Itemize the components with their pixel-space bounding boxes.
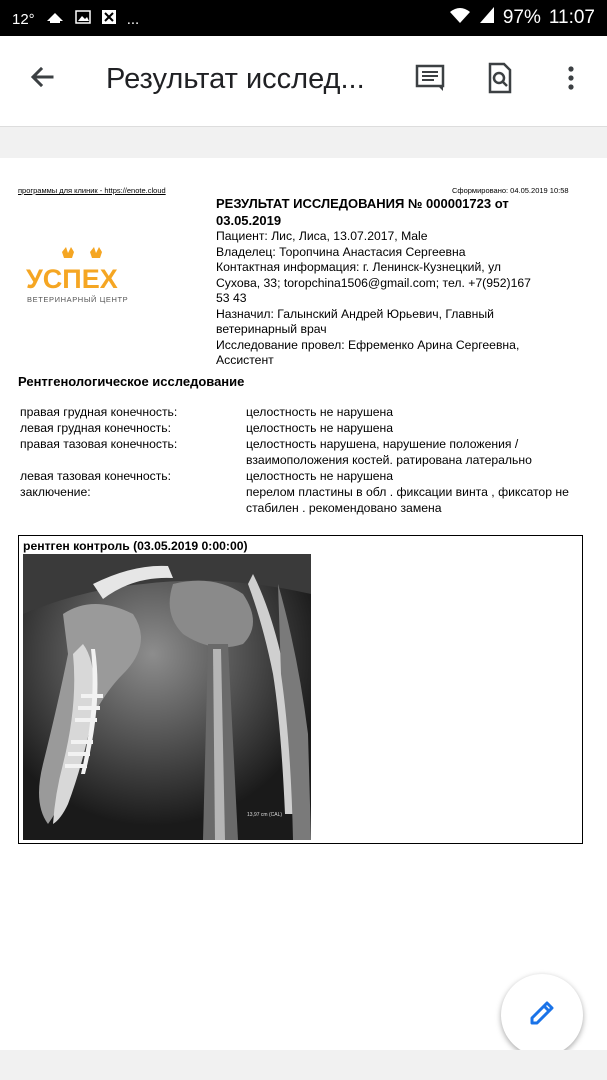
status-right [449, 6, 595, 30]
report-heading-2: 03.05.2019 [216, 212, 282, 228]
xray-image[interactable] [23, 554, 311, 840]
find-in-page-icon[interactable] [482, 60, 518, 96]
finding-row [20, 468, 576, 484]
finding-value: целостность нарушена, нарушение положения / взаимоположения костей. ратирована латерально [246, 437, 532, 467]
finding-value: целостность не нарушена [246, 469, 394, 483]
clinic-logo [24, 246, 144, 316]
finding-row [20, 404, 576, 420]
finding-key: правая грудная конечность: [20, 405, 178, 419]
weather-icon [45, 9, 65, 29]
xray-caption: рентген контроль (03.05.2019 0:00:00) [23, 539, 248, 553]
signal-icon [479, 6, 495, 30]
logo-subtitle: ВЕТЕРИНАРНЫЙ ЦЕНТР [27, 295, 129, 304]
finding-key: левая грудная конечность: [20, 421, 171, 435]
finding-value: перелом пластины в обл . фиксации винта , фиксатор не стабилен . рекомендовано замена [246, 485, 569, 515]
report-header [216, 196, 566, 369]
generated-date: Сформировано: 04.05.2019 10:58 [452, 186, 569, 195]
report-heading-1: РЕЗУЛЬТАТ ИССЛЕДОВАНИЯ № 000001723 от [216, 196, 509, 211]
document-page [0, 158, 607, 1050]
finding-key: заключение: [20, 485, 91, 499]
performed-line-2: Ассистент [216, 353, 274, 367]
bottom-area [0, 1050, 607, 1080]
performed-line-1: Исследование провел: Ефременко Арина Сергеевна, [216, 337, 520, 352]
back-arrow-icon[interactable] [24, 60, 60, 96]
findings-table [20, 404, 576, 516]
edit-pencil-icon [526, 997, 558, 1034]
contact-line-1: Контактная информация: г. Ленинск-Кузнецкий, ул [216, 260, 502, 274]
wifi-icon [449, 6, 471, 30]
logo-text: УСПЕХ [26, 264, 118, 294]
site-link[interactable]: программы для клиник - https://enote.cloud [18, 186, 166, 195]
xray-measure-label: 13,97 cm (CAL) [247, 812, 283, 818]
contact-line-2: Сухова, 33; toropchina1506@gmail.com; тел. +7(952)167 [216, 275, 531, 290]
section-title: Рентгенологическое исследование [18, 374, 245, 389]
edit-fab[interactable] [501, 974, 583, 1056]
contact-line-3: 53 43 [216, 291, 247, 305]
finding-row [20, 484, 576, 516]
temperature: 12° [12, 10, 35, 28]
assigned-line-2: ветеринарный врач [216, 322, 327, 336]
finding-value: целостность не нарушена [246, 421, 394, 435]
patient-info: Пациент: Лис, Лиса, 13.07.2017, Male [216, 229, 428, 243]
finding-row [20, 436, 576, 468]
status-bar [0, 0, 607, 36]
finding-key: левая тазовая конечность: [20, 469, 172, 483]
owner-info: Владелец: Торопчина Анастасия Сергеевна [216, 244, 466, 259]
clock: 11:07 [548, 7, 595, 28]
document-title: Результат исслед... [106, 63, 365, 95]
finding-row [20, 420, 576, 436]
xcross-notification-icon [101, 9, 117, 29]
more-vert-icon[interactable] [553, 60, 589, 96]
xray-panel [18, 535, 583, 844]
image-icon [75, 9, 91, 29]
finding-key: правая тазовая конечность: [20, 437, 178, 451]
battery-level: 97% [502, 7, 541, 28]
comment-icon[interactable] [412, 60, 448, 96]
app-bar [0, 36, 607, 127]
more-notifications: ... [126, 10, 140, 28]
status-left [12, 9, 139, 29]
finding-value: целостность не нарушена [246, 405, 394, 419]
assigned-line-1: Назначил: Галынский Андрей Юрьевич, Главный [216, 306, 494, 321]
